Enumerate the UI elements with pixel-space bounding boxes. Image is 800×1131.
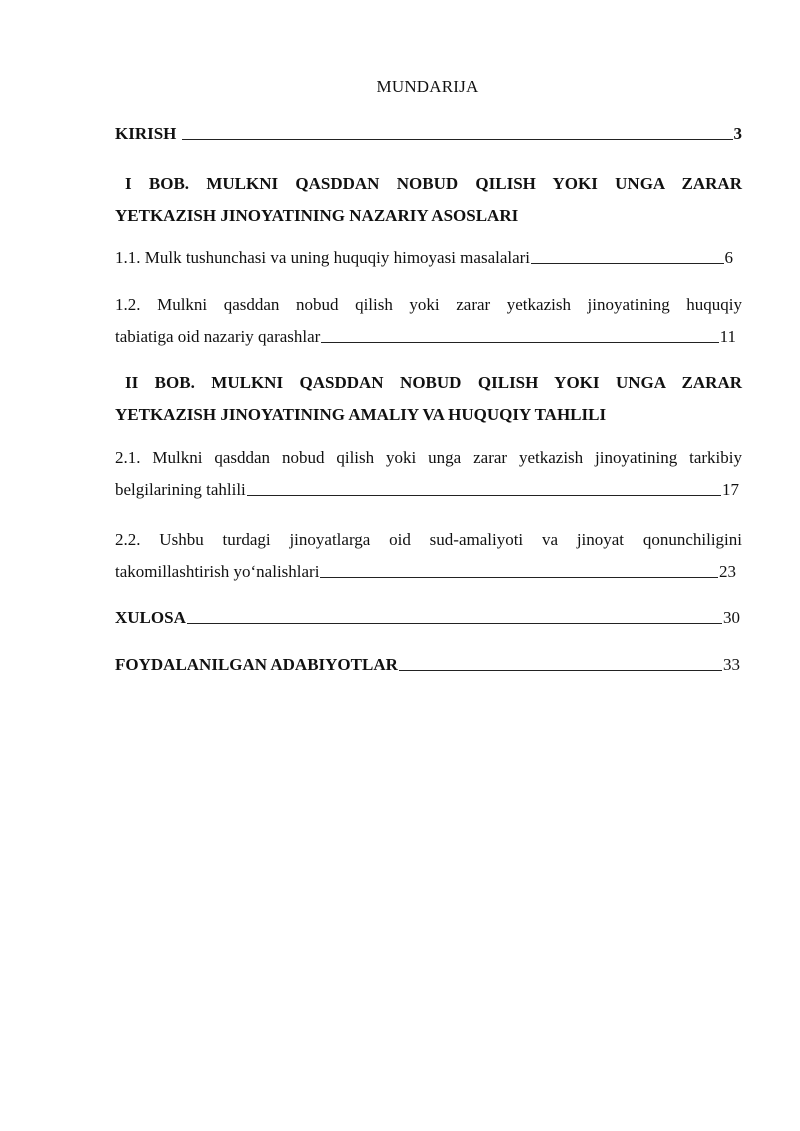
document-title: MUNDARIJA bbox=[376, 77, 479, 96]
toc-page-number: 33 bbox=[723, 655, 740, 674]
toc-label-line: 2.1. Mulkni qasddan nobud qilish yoki unga zarar yetkazish jinoyatining tarkibiy bbox=[115, 448, 742, 467]
toc-chapter-2[interactable] bbox=[115, 362, 742, 426]
toc-entry-1-1[interactable] bbox=[115, 237, 742, 269]
toc-label-line: 2.2. Ushbu turdagi jinoyatlarga oid sud-amaliyoti va jinoyat qonunchiligini bbox=[115, 530, 742, 549]
toc-entry-2-1[interactable] bbox=[115, 437, 742, 501]
dotted-leader bbox=[399, 669, 722, 671]
chapter-heading-line: II BOB. MULKNI QASDDAN NOBUD QILISH YOKI UNGA ZARAR bbox=[125, 373, 742, 392]
toc-page-number: 6 bbox=[724, 248, 733, 267]
toc-entry-1-2[interactable] bbox=[115, 284, 742, 348]
toc-label: 1.1. Mulk tushunchasi va uning huquqiy himoyasi masalalari bbox=[115, 248, 531, 267]
dotted-leader bbox=[321, 341, 718, 343]
toc-page-number: 3 bbox=[733, 124, 742, 143]
toc-label: FOYDALANILGAN ADABIYOTLAR bbox=[115, 655, 398, 674]
toc-label-line: 1.2. Mulkni qasddan nobud qilish yoki zarar yetkazish jinoyatining huquqiy bbox=[115, 295, 742, 314]
toc-entry-2-2[interactable] bbox=[115, 519, 742, 583]
chapter-heading-line: YETKAZISH JINOYATINING NAZARIY ASOSLARI bbox=[115, 206, 519, 225]
toc-label-line: belgilarining tahlili bbox=[115, 480, 246, 499]
toc-page-number: 11 bbox=[719, 327, 736, 346]
chapter-heading-line: YETKAZISH JINOYATINING AMALIY VA HUQUQIY TAHLILI bbox=[115, 405, 607, 424]
toc-label-line: tabiatiga oid nazariy qarashlar bbox=[115, 327, 321, 346]
dotted-leader bbox=[320, 576, 718, 578]
toc-entry-adabiyotlar[interactable] bbox=[115, 644, 742, 676]
toc-page-number: 17 bbox=[722, 480, 739, 499]
dotted-leader bbox=[187, 622, 722, 624]
dotted-leader bbox=[247, 494, 721, 496]
dotted-leader bbox=[531, 262, 723, 264]
chapter-heading-line: I BOB. MULKNI QASDDAN NOBUD QILISH YOKI UNGA ZARAR bbox=[125, 174, 742, 193]
toc-entry-xulosa[interactable] bbox=[115, 597, 742, 629]
dotted-leader bbox=[182, 138, 733, 140]
toc-label: XULOSA bbox=[115, 608, 186, 627]
toc-label-line: takomillashtirish yo‘nalishlari bbox=[115, 562, 320, 581]
toc-entry-kirish[interactable] bbox=[115, 113, 742, 145]
toc-page-number: 23 bbox=[719, 562, 736, 581]
toc-chapter-1[interactable] bbox=[115, 163, 742, 227]
toc-label: KIRISH bbox=[115, 124, 181, 143]
toc-page-number: 30 bbox=[723, 608, 740, 627]
